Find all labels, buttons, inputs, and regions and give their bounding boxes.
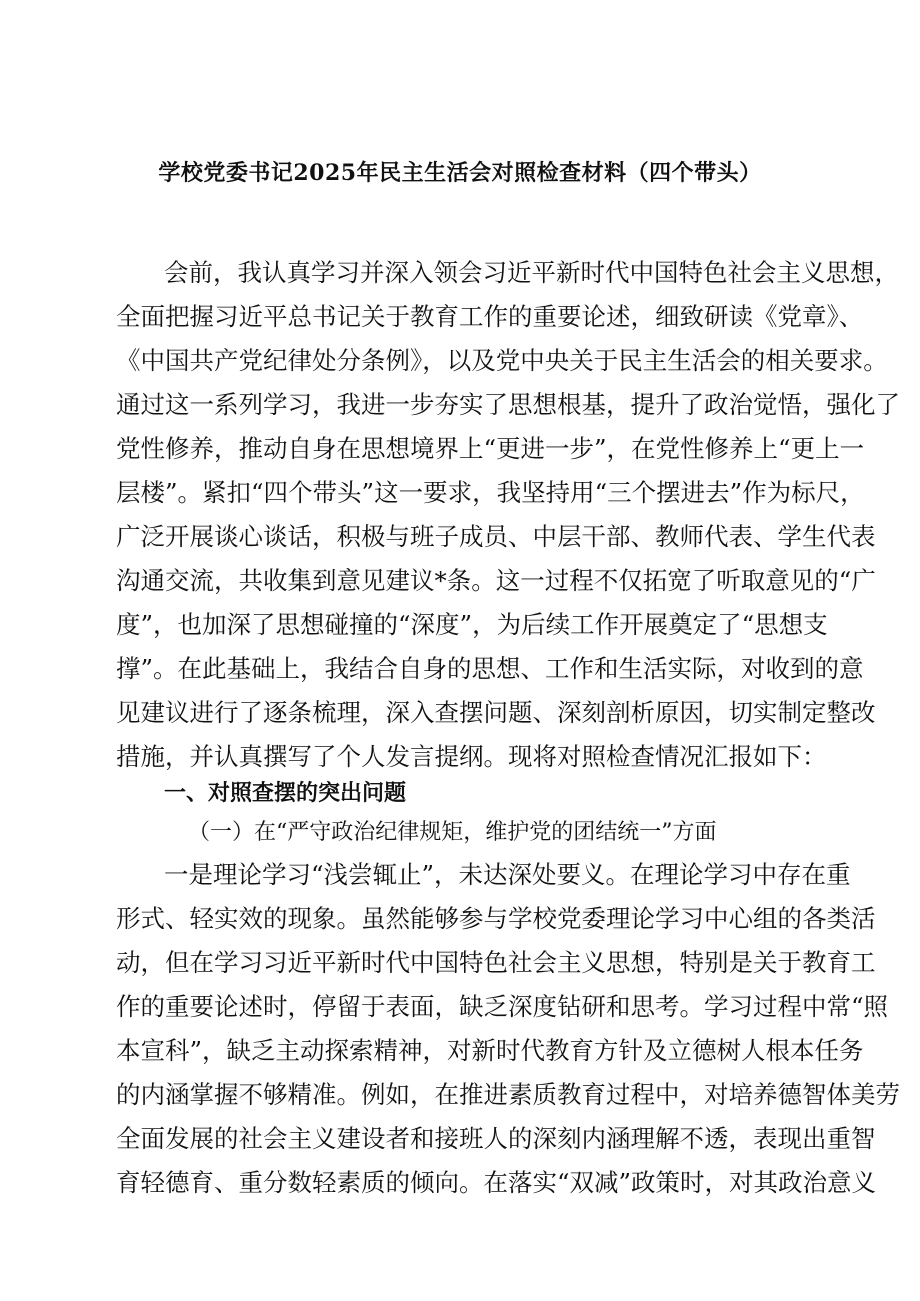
paragraph-line: 见建议进行了逐条梳理，深入查摆问题、深刻剖析原因，切实制定整改 (116, 698, 876, 727)
paragraph-line: 层楼”。紧扣“四个带头”这一要求，我坚持用“三个摆进去”作为标尺， (116, 478, 865, 507)
paragraph-line: 动，但在学习习近平新时代中国特色社会主义思想，特别是关于教育工 (116, 948, 876, 977)
paragraph-line: 形式、轻实效的现象。虽然能够参与学校党委理论学习中心组的各类活 (116, 904, 876, 933)
subsection-heading: （一）在“严守政治纪律规矩，维护党的团结统一”方面 (188, 820, 717, 845)
paragraph-line: 作的重要论述时，停留于表面，缺乏深度钻研和思考。学习过程中常“照 (116, 992, 889, 1021)
paragraph-line: 全面发展的社会主义建设者和接班人的深刻内涵理解不透，表现出重智 (116, 1124, 876, 1153)
paragraph-line: 撑”。在此基础上，我结合自身的思想、工作和生活实际，对收到的意 (116, 654, 864, 683)
paragraph-line: 《中国共产党纪律处分条例》，以及党中央关于民主生活会的相关要求。 (116, 346, 888, 375)
paragraph-line: 一是理论学习“浅尝辄止”，未达深处要义。在理论学习中存在重 (164, 860, 851, 889)
paragraph-line: 本宣科”，缺乏主动探索精神，对新时代教育方针及立德树人根本任务 (116, 1036, 864, 1065)
paragraph-line: 会前，我认真学习并深入领会习近平新时代中国特色社会主义思想， (164, 258, 899, 287)
document-title: 学校党委书记2025年民主生活会对照检查材料（四个带头） (158, 160, 762, 186)
paragraph-line: 全面把握习近平总书记关于教育工作的重要论述，细致研读《党章》、 (116, 302, 864, 331)
paragraph-line: 措施，并认真撰写了个人发言提纲。现将对照检查情况汇报如下： (116, 742, 827, 771)
paragraph-line: 沟通交流，共收集到意见建议*条。这一过程不仅拓宽了听取意见的“广 (116, 566, 876, 595)
paragraph-line: 育轻德育、重分数轻素质的倾向。在落实“双减”政策时，对其政治意义 (116, 1168, 877, 1197)
section-heading: 一、对照查摆的突出问题 (164, 780, 407, 806)
paragraph-line: 的内涵掌握不够精准。例如，在推进素质教育过程中，对培养德智体美劳 (116, 1080, 900, 1109)
paragraph-line: 度”，也加深了思想碰撞的“深度”，为后续工作开展奠定了“思想支 (116, 610, 828, 639)
paragraph-line: 广泛开展谈心谈话，积极与班子成员、中层干部、教师代表、学生代表 (116, 522, 876, 551)
paragraph-line: 通过这一系列学习，我进一步夯实了思想根基，提升了政治觉悟，强化了 (116, 390, 900, 419)
paragraph-line: 党性修养，推动自身在思想境界上“更进一步”，在党性修养上“更上一 (116, 434, 865, 463)
